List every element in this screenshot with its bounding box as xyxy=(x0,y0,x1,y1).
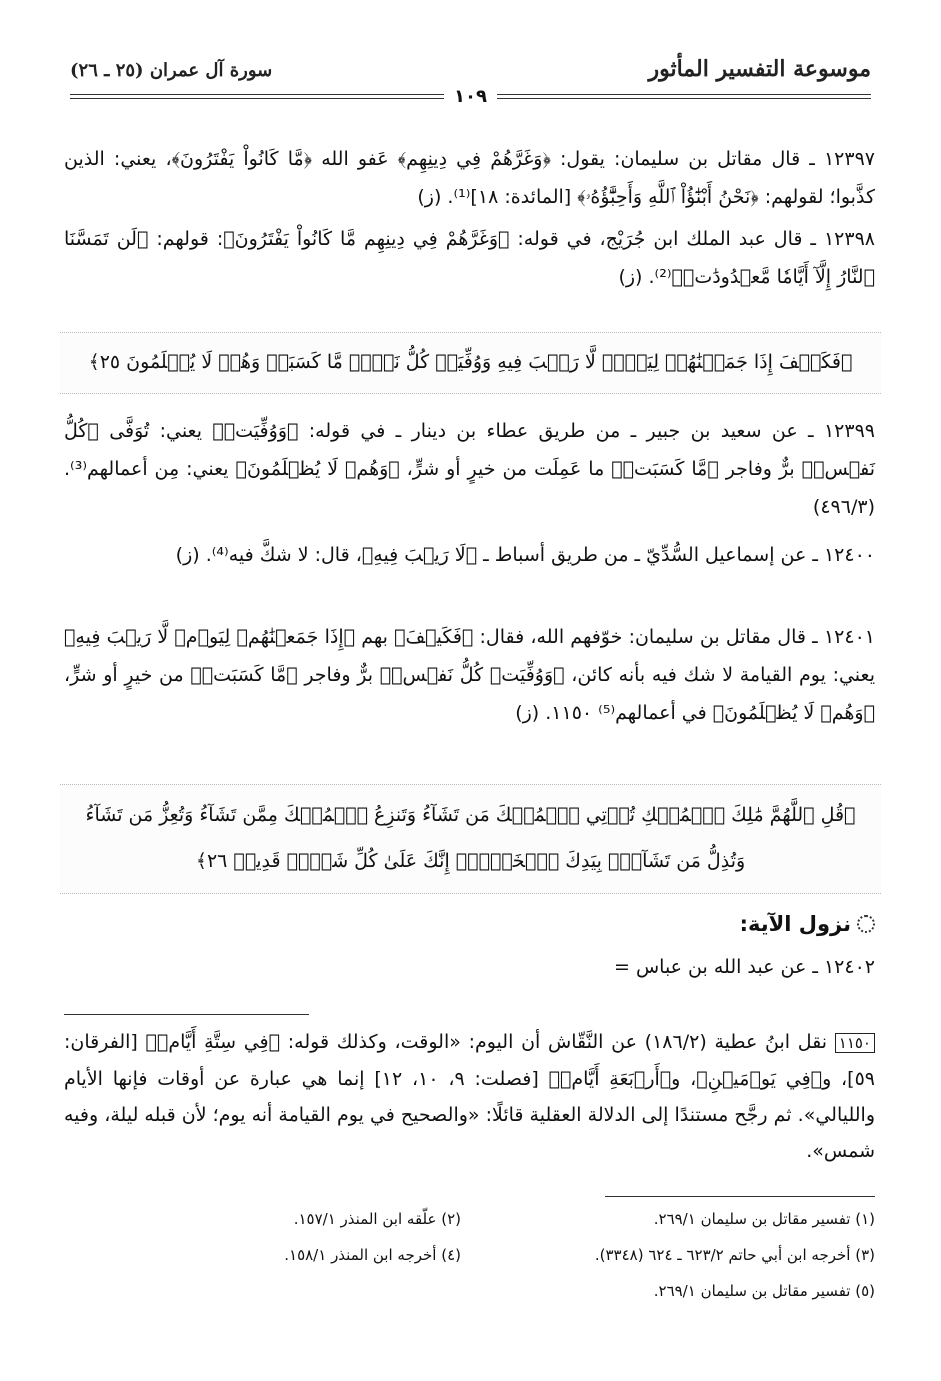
footnote-2: (٢) علّقه ابن المنذر ١٥٧/١. xyxy=(293,1210,461,1228)
page-number-wrap xyxy=(0,86,941,107)
verse-26-line-2: وَتُذِلُّ مَن تَشَآءُۖ بِيَدِكَ ٱلۡخَيۡرُۖ إِنَّكَ عَلَىٰ كُلِّ شَيۡءٖ قَدِيرٞ ٢٦﴾ xyxy=(195,850,746,872)
commentary xyxy=(64,1024,875,1169)
footnote-4: (٤) أخرجه ابن المنذر ١٥٨/١. xyxy=(284,1246,461,1264)
footnote-1: (١) تفسير مقاتل بن سليمان ٢٦٩/١. xyxy=(653,1210,875,1228)
section-title xyxy=(740,912,875,936)
footnote-3: (٣) أخرجه ابن أبي حاتم ٦٢٣/٢ ـ ٦٢٤ (٣٣٤٨). xyxy=(594,1246,875,1264)
surah-range: سورة آل عمران (٢٥ ـ ٢٦) xyxy=(70,60,273,81)
footnote-5: (٥) تفسير مقاتل بن سليمان ٢٦٩/١. xyxy=(653,1282,875,1300)
entry-12402: ١٢٤٠٢ ـ عن عبد الله بن عباس = xyxy=(614,956,875,978)
entry-12397: ١٢٣٩٧ ـ قال مقاتل بن سليمان: يقول: ﴿وَغَرَّهُمْ فِي دِينِهِم﴾ عَفو الله ﴿مَّا كَانُواْ يَفْتَرُونَ﴾، يعني: الذين كذَّبوا؛ لقولهم: ﴿نَحْنُ أَبْنَٰٓؤُاْ ٱللَّهِ وَأَحِبَّٰٓؤُهُۥ﴾ [المائدة: ١٨]⁽¹⁾. (ز) xyxy=(64,148,875,208)
entry-12400: ١٢٤٠٠ ـ عن إسماعيل السُّدِّيّ ـ من طريق أسباط ـ ﴿لَا رَيۡبَ فِيهِ﴾، قال: لا شكَّ فيه⁽⁴⁾. (ز) xyxy=(175,544,875,566)
verse-26-line-1: ﴿قُلِ ٱللَّهُمَّ مَٰلِكَ ٱلۡمُلۡكِ تُؤۡتِي ٱلۡمُلۡكَ مَن تَشَآءُ وَتَنزِعُ ٱلۡمُلۡكَ مِمَّن تَشَآءُ وَتُعِزُّ مَن تَشَآءُ xyxy=(85,804,856,826)
section-title-text: نزول الآية: xyxy=(739,912,851,936)
commentary-text: نقل ابنُ عطية (١٨٦/٢) عن النَّقّاش أن اليوم: «الوقت، وكذلك قوله: ﴿فِي سِتَّةِ أَيَّامٖ﴾ [الفرقان: ٥٩]، و﴿فِي يَوۡمَيۡنِ﴾، و﴿أَرۡبَعَةِ أَيَّامٖ﴾ [فصلت: ٩، ١٠، ١٢] إنما هي عبارة عن أوقات فإنها الأيام والليالي». ثم رجَّح مستندًا إلى الدلالة العقلية قائلًا: «والصحيح في يوم القيامة أنه يوم؛ لأن قبله ليلة، وفيه شمس». xyxy=(64,1031,875,1162)
entry-12399: ١٢٣٩٩ ـ عن سعيد بن جبير ـ من طريق عطاء بن دينار ـ في قوله: ﴿وَوُفِّيَتۡ﴾ يعني: تُوَفَّى ﴿كُلُّ نَفۡسٖ﴾ برٌّ وفاجر ﴿مَّا كَسَبَتۡ﴾ ما عَمِلَت من خيرٍ أو شرٍّ، ﴿وَهُمۡ لَا يُظۡلَمُونَ﴾ يعني: مِن أعمالهم⁽³⁾. (٤٩٦/٣) xyxy=(64,420,875,518)
entry-12401: ١٢٤٠١ ـ قال مقاتل بن سليمان: خوّفهم الله، فقال: ﴿فَكَيۡفَ﴾ بهم ﴿إِذَا جَمَعۡنَٰهُمۡ لِيَوۡمٖ لَّا رَيۡبَ فِيهِ﴾ يعني: يوم القيامة لا شك فيه بأنه كائن، ﴿وَوُفِّيَتۡ كُلُّ نَفۡسٖ﴾ برٌّ وفاجر ﴿مَّا كَسَبَتۡ﴾ من خيرٍ أو شرٍّ، ﴿وَهُمۡ لَا يُظۡلَمُونَ﴾ في أعمالهم⁽⁵⁾ ١١٥٠. (ز) xyxy=(64,626,875,724)
page-number: ١٠٩ xyxy=(444,86,497,107)
separator-rule xyxy=(64,1014,309,1015)
entry-12398: ١٢٣٩٨ ـ قال عبد الملك ابن جُرَيْج، في قوله: ﴿وَغَرَّهُمْ فِي دِينِهِم مَّا كَانُواْ يَفْتَرُونَ﴾: قولهم: ﴿لَن تَمَسَّنَا ٱلنَّارُ إِلَّآ أَيَّامٗا مَّعۡدُودَٰتٖ﴾⁽²⁾. (ز) xyxy=(64,228,875,288)
commentary-number: ١١٥٠ xyxy=(835,1033,875,1053)
footnote-rule xyxy=(605,1196,875,1197)
book-title: موسوعة التفسير المأثور xyxy=(648,56,871,82)
verse-25: ﴿فَكَيۡفَ إِذَا جَمَعۡنَٰهُمۡ لِيَوۡمٖ لَّا رَيۡبَ فِيهِ وَوُفِّيَتۡ كُلُّ نَفۡسٖ مَّا كَسَبَتۡ وَهُمۡ لَا يُظۡلَمُونَ ٢٥﴾ xyxy=(88,351,853,373)
rosette-icon xyxy=(857,915,875,933)
